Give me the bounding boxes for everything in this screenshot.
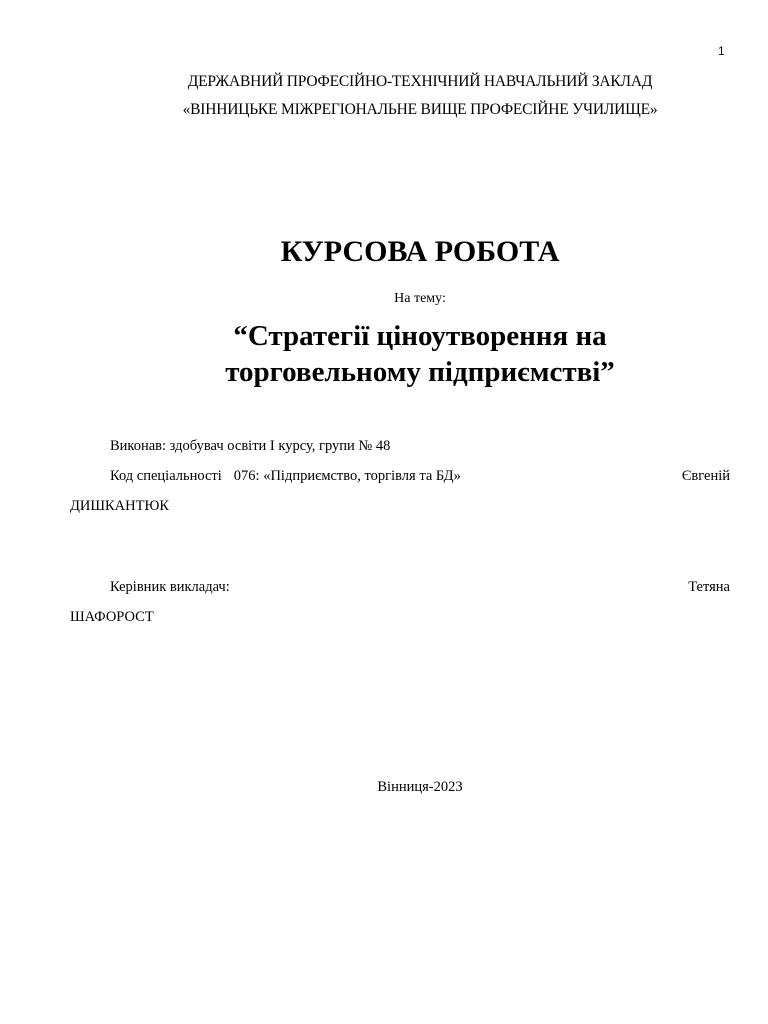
institution-line-1: ДЕРЖАВНИЙ ПРОФЕСІЙНО-ТЕХНІЧНИЙ НАВЧАЛЬНИЙ ЗАКЛАД	[187, 73, 653, 90]
specialty-info	[110, 466, 461, 486]
topic-title-line-2: торговельному підприємстві”	[225, 356, 615, 388]
student-first-name: Євгеній	[681, 468, 730, 484]
page-number: 1	[718, 44, 725, 58]
performer-line: Виконав: здобувач освіти І курсу, групи № 48	[110, 438, 391, 454]
document-type-title: КУРСОВА РОБОТА	[280, 235, 560, 268]
student-surname: ДИШКАНТЮК	[70, 498, 170, 514]
supervisor-first-name: Тетяна	[688, 579, 730, 595]
topic-title	[70, 318, 768, 390]
topic-label: На тему:	[394, 291, 446, 306]
supervisor-surname: ШАФОРОСТ	[70, 609, 154, 625]
specialty-label: Код спеціальності	[110, 468, 222, 484]
institution-header	[70, 68, 768, 124]
specialty-row	[110, 466, 730, 486]
supervisor-label: Керівник викладач:	[110, 579, 230, 595]
supervisor-row	[110, 577, 730, 597]
institution-line-2: «ВІННИЦЬКЕ МІЖРЕГІОНАЛЬНЕ ВИЩЕ ПРОФЕСІЙНЕ УЧИЛИЩЕ»	[182, 101, 658, 118]
topic-title-line-1: “Стратегії ціноутворення на	[233, 320, 607, 352]
city-year: Вінниця-2023	[377, 779, 463, 795]
specialty-value: 076: «Підприємство, торгівля та БД»	[233, 468, 461, 484]
